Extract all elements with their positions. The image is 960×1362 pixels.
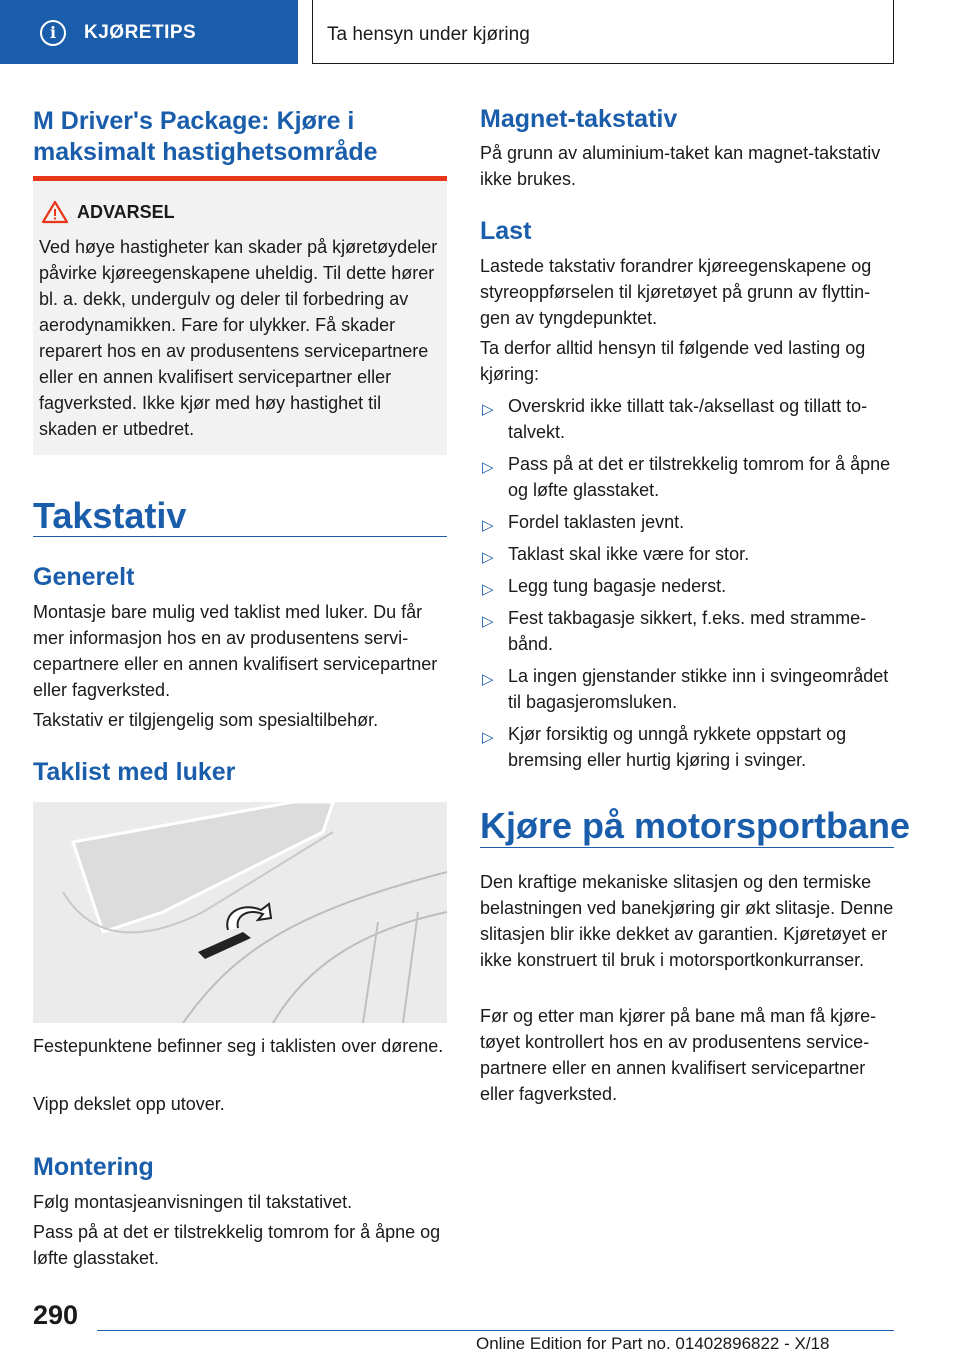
page-title: Ta hensyn under kjøring [327, 24, 530, 45]
montering-heading: Montering [33, 1153, 154, 1181]
triangle-bullet-icon: ▷ [482, 729, 494, 746]
taklist-paragraph: Festepunktene befinner seg i taklisten over dørene. [33, 1036, 444, 1056]
info-icon: i [40, 20, 66, 46]
warning-bar [33, 176, 447, 181]
last-heading: Last [480, 217, 532, 245]
taklist-paragraph-2: Vipp dekslet opp utover. [33, 1094, 225, 1114]
motorsport-heading: Kjøre på motorsportbane [480, 805, 911, 846]
list-item: ▷ Overskrid ikke tillatt tak-/aksellast og tillatt totalvekt. [482, 396, 868, 442]
section-rule [480, 847, 894, 848]
list-item: ▷ Fordel taklasten jevnt. [480, 509, 894, 535]
list-item: ▷ Taklast skal ikke være for stor. [480, 541, 894, 567]
list-item: ▷ Kjør forsiktig og unngå rykkete oppstart og bremsing eller hurtig kjøring i svinger. [482, 724, 847, 770]
triangle-bullet-icon: ▷ [482, 517, 494, 534]
last-paragraph: Lastede takstativ forandrer kjøreegenskapene og styreoppførselen til kjøretøyet på grunn av flyttingen av tyngdepunktet. [480, 256, 872, 328]
montering-paragraph-2: Pass på at det er tilstrekkelig tomrom for å åpne og løfte glasstaket. [33, 1222, 441, 1268]
section-tab [0, 0, 298, 64]
roof-rail-illustration [33, 802, 447, 1023]
motorsport-paragraph: Den kraftige mekaniske slitasjen og den termiske belastningen ved banekjøring gir økt slitasje. Denne slitasjen blir ikke dekket av garantien. Kjøretøyet er ikke konstruert til bruk i motorsportkonkurranser. [480, 872, 894, 970]
list-item: ▷ Pass på at det er tilstrekkelig tomrom for å åpne og løfte glasstaket. [482, 454, 891, 500]
triangle-bullet-icon: ▷ [482, 671, 494, 688]
generelt-paragraph: Montasje bare mulig ved taklist med luker. Du får mer informasjon hos en av produsentens servicepartnere eller en annen kvalifisert servicepartner eller fagverksted. [33, 602, 438, 700]
page-header [312, 0, 894, 64]
magnet-heading: Magnet-takstativ [480, 105, 678, 133]
footer-rule [97, 1330, 894, 1331]
takstativ-heading: Takstativ [33, 495, 187, 536]
load-bullet-list [480, 393, 894, 779]
edition-text: Online Edition for Part no. 01402896822 - X/18 [476, 1334, 830, 1353]
list-item: ▷ Fest takbagasje sikkert, f.eks. med strammebånd. [482, 608, 867, 654]
mdp-heading: M Driver's Package: Kjøre i maksimalt hastighetsområde [33, 107, 378, 166]
triangle-bullet-icon: ▷ [482, 459, 494, 476]
page-number: 290 [33, 1300, 79, 1330]
warning-box [33, 176, 447, 455]
triangle-bullet-icon: ▷ [482, 549, 494, 566]
generelt-paragraph-2: Takstativ er tilgjengelig som spesialtilbehør. [33, 710, 379, 730]
warning-text: Ved høye hastigheter kan skader på kjøretøydeler påvirke kjøreegenskapene uheldig. Til dette hører bl. a. dekk, undergulv og deler til forbedring av aerodynamikken. Fare for ulykker. Få skader reparert hos en av produsentens servicepartnere eller en annen kvalifisert servicepartner eller fagverksted. Ikke kjør med høy hastighet til skaden er utbedret. [39, 237, 438, 439]
list-item: ▷ La ingen gjenstander stikke inn i svingeområdet til bagasjeromsluken. [482, 666, 889, 712]
montering-paragraph: Følg montasjeanvisningen til takstativet. [33, 1192, 353, 1212]
warning-icon [41, 200, 69, 224]
motorsport-paragraph-2: Før og etter man kjører på bane må man få kjøretøyet kontrollert hos en av produsentens servicepartnere eller en annen kvalifisert servicepartner eller fagverksted. [480, 1006, 877, 1104]
triangle-bullet-icon: ▷ [482, 581, 494, 598]
triangle-bullet-icon: ▷ [482, 613, 494, 630]
last-paragraph-2: Ta derfor alltid hensyn til følgende ved lasting og kjøring: [480, 338, 866, 384]
list-item: ▷ Legg tung bagasje nederst. [480, 573, 894, 599]
section-rule [33, 536, 447, 537]
warning-label: ADVARSEL [77, 202, 175, 222]
magnet-paragraph: På grunn av aluminium-taket kan magnet-takstativ ikke brukes. [480, 143, 881, 189]
taklist-heading: Taklist med luker [33, 758, 236, 786]
generelt-heading: Generelt [33, 563, 135, 591]
section-title: KJØRETIPS [84, 22, 197, 43]
triangle-bullet-icon: ▷ [482, 401, 494, 418]
